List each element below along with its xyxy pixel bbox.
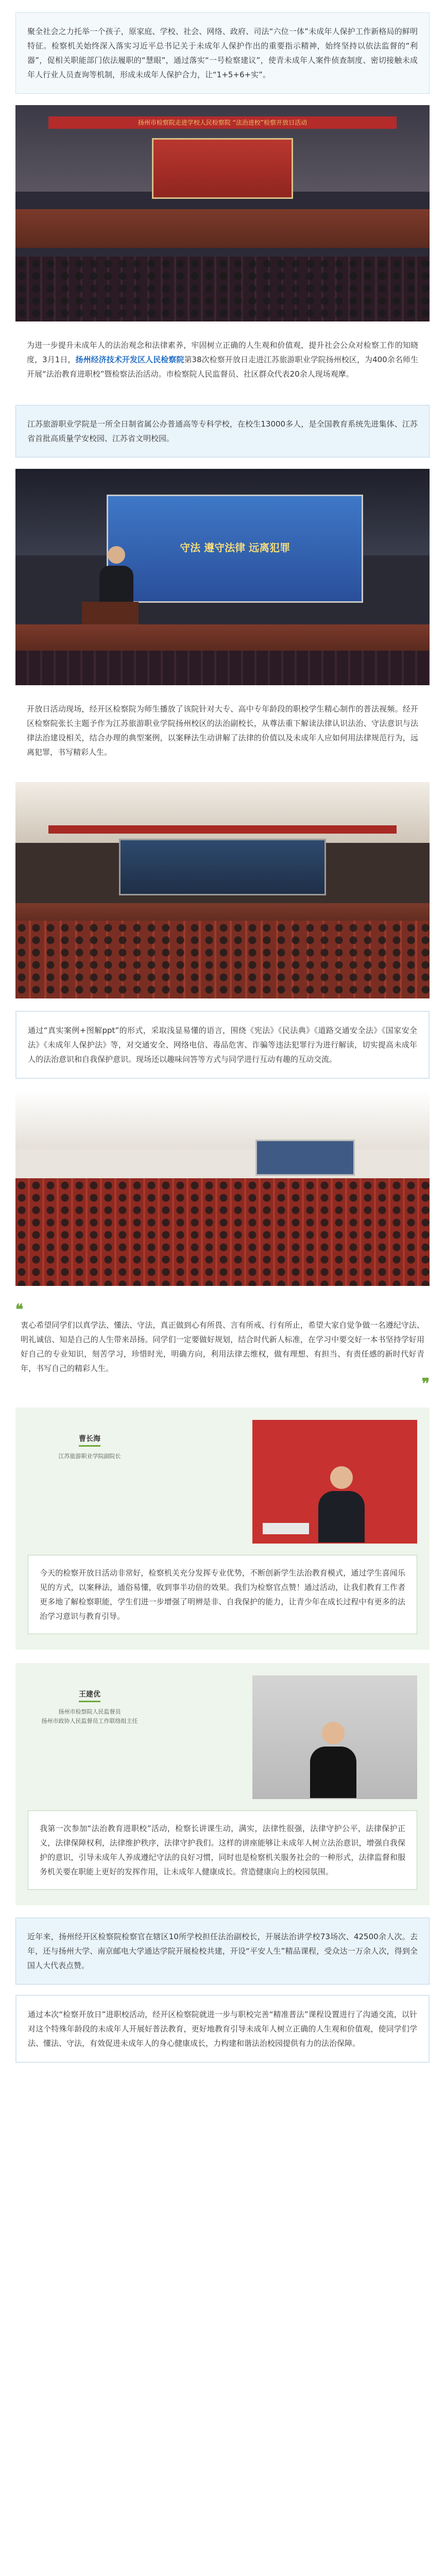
photo-audience-screen xyxy=(15,782,430,998)
school-intro-box xyxy=(15,405,430,457)
closing-text-box xyxy=(15,1995,430,2063)
speaker-2-title: 扬州市检察院人民监督员 扬州市政协人民监督员工作联络组主任 xyxy=(41,1708,138,1724)
quote-close-icon: ❞ xyxy=(421,1375,430,1392)
quote-text: 衷心希望同学们以真学法、懂法、守法，真正做到心有所畏、言有所戒、行有所止，希望大家自觉争做一名遵纪守法、明礼诚信、知是自己的人生带来昂扬。同学们一定要做好规划，结合时代新人标准，在学习中要交好一本书坚持学好用好自己的专业知识，刻苦学习，珍惜时光，明确方向，利用法律去维权，做有理想、有担当、有责任感的新时代好青年，书写自己的精彩人生。 xyxy=(21,1320,424,1373)
closing-paragraph: 通过本次“检察开放日”进职校活动，经开区检察院就进一步与职校完善“精准普法”课程设置进行了沟通交流，以针对这个特殊年龄段的未成年人开展好普法教育，更好地教育引导未成年人树立正确的人生观和价值观，使同学们学法、懂法、守法，有效促进未成年人的身心健康成长，力构建和谐法治校园提供有力的法治保障。 xyxy=(28,2010,417,2048)
photo-speaker-podium xyxy=(15,469,430,685)
banner-text: 扬州市检察院走进学校人民检察院 “法治进校”检察开放日活动 xyxy=(138,119,307,126)
speaker-2-photo xyxy=(252,1675,417,1799)
activity-text-box xyxy=(15,698,430,771)
screen-text: 守法 遵守法律 远离犯罪 xyxy=(180,541,290,554)
record-text-box xyxy=(15,1918,430,1985)
record-paragraph: 近年来，扬州经开区检察院检察官在辖区10所学校担任法治副校长，开展法治讲学校73场次、42500余人次。去年，还与扬州大学、南京邮电大学通达学院开展检校共建，开设“平安人生”精品课程，受众达一万余人次，得到全国人大代表点赞。 xyxy=(27,1932,418,1970)
photo-audience-rear xyxy=(15,1090,430,1286)
speaker-1-photo xyxy=(252,1420,417,1544)
speaker-2-name: 王建优 xyxy=(79,1689,100,1702)
speaker-2-speech: 我第一次参加“法治教育进职校”活动，检察长讲课生动，满实，法律性很强，法律守护公平，法律保护正义，法律保障权利，法律维护秩序，法律守护我们。这样的讲座能够让未成年人树立法治意识，增强自我保护的意识，引导未成年人养成遵纪守法的良好习惯，同时也是检察机关服务社会的一种形式，法律监督和服务机关要在职能上更好的发挥作用，让未成年人健康成长。营造健康向上的校园氛围。 xyxy=(28,1810,417,1890)
intro-paragraph: 聚全社会之力托举一个孩子，原家庭、学校、社会、网络、政府、司法“六位一体”未成年人保护工作新格局的鲜明特征。检察机关始终深入落实习近平总书记关于未成年人保护作出的重要指示精神，始终坚持以依法监督的“利器”，促相关职能部门依法履职的“慧眼”，通过落实“一号检察建议”，使青未成年人案件侦查制度、密切接触未成年人行业人员查询等机制，形成未成年人保护合力，让“1+5+6+实”。 xyxy=(27,27,418,79)
procuratorate-name: 扬州经济技术开发区人民检察院 xyxy=(75,355,184,364)
method-paragraph: 通过“真实案例+图解ppt”的形式，采取浅显易懂的语言，围绕《宪法》《民法典》《道路交通安全法》《国家安全法》《未成年人保护法》等，对交通安全、网络电信、毒品危害、诈骗等违法犯罪行为进行解读，切实提高未成年人的法治意识和自我保护意识。现场还以趣味问答等方式与同学进行互动有趣的互动交流。 xyxy=(28,1026,417,1064)
activity-paragraph: 开放日活动现场，经开区检察院为师生播放了该院针对大专、高中专年龄段的职校学生精心制作的普法视频。经开区检察院张长主题予作为江苏旅游职业学院扬州校区的法治副校长，从尊法重下解读法律认识法治、守法意识与法律法治建设相关，结合办理的典型案例，以案释法生动讲解了法律的价值以及未成年人应如何用法律规范行为，远离犯罪，书写精彩人生。 xyxy=(27,704,418,757)
event-paragraph: 为进一步提升未成年人的法治观念和法律素养，牢固树立正确的人生观和价值观，提升社会公众对检察工作的知晓度，3月1日，扬州经济技术开发区人民检察院第38次检察开放日走进江苏旅游职业学院扬州校区，为400余名师生开展“法治教育进职校”暨检察法治活动。市检察院人民监督员、社区群众代表20余人现场观摩。 xyxy=(27,341,418,379)
event-text-box xyxy=(15,334,430,393)
intro-text-box xyxy=(15,12,430,94)
speaker-1-speech: 今天的检察开放日活动非常好，检察机关充分发挥专业优势，不断创新学生法治教育模式，通过学生喜闻乐见的方式，以案释法，通俗易懂，收到事半功倍的效果。我们为检察官点赞！通过活动，让我们教育工作者更多地了解检察职能，学生们进一步增强了明辨是非、自我保护的能力，让青少年在成长过程中有更多的法治学习意识与教育引导。 xyxy=(28,1555,417,1634)
speaker-1-name: 曹长海 xyxy=(79,1433,100,1447)
speaker-panel-1 xyxy=(15,1408,430,1650)
photo-auditorium-wide xyxy=(15,105,430,321)
method-text-box xyxy=(15,1011,430,1079)
quote-open-icon: ❝ xyxy=(15,1301,24,1318)
school-paragraph: 江苏旅游职业学院是一所全日制省属公办普通高等专科学校，在校生13000多人，是全国教育系统先进集体、江苏省首批高质量学安校园、江苏省文明校园。 xyxy=(27,419,418,443)
speaker-1-title: 江苏旅游职业学院副院长 xyxy=(58,1453,121,1460)
speaker-panel-2 xyxy=(15,1663,430,1905)
principal-quote xyxy=(15,1299,430,1394)
